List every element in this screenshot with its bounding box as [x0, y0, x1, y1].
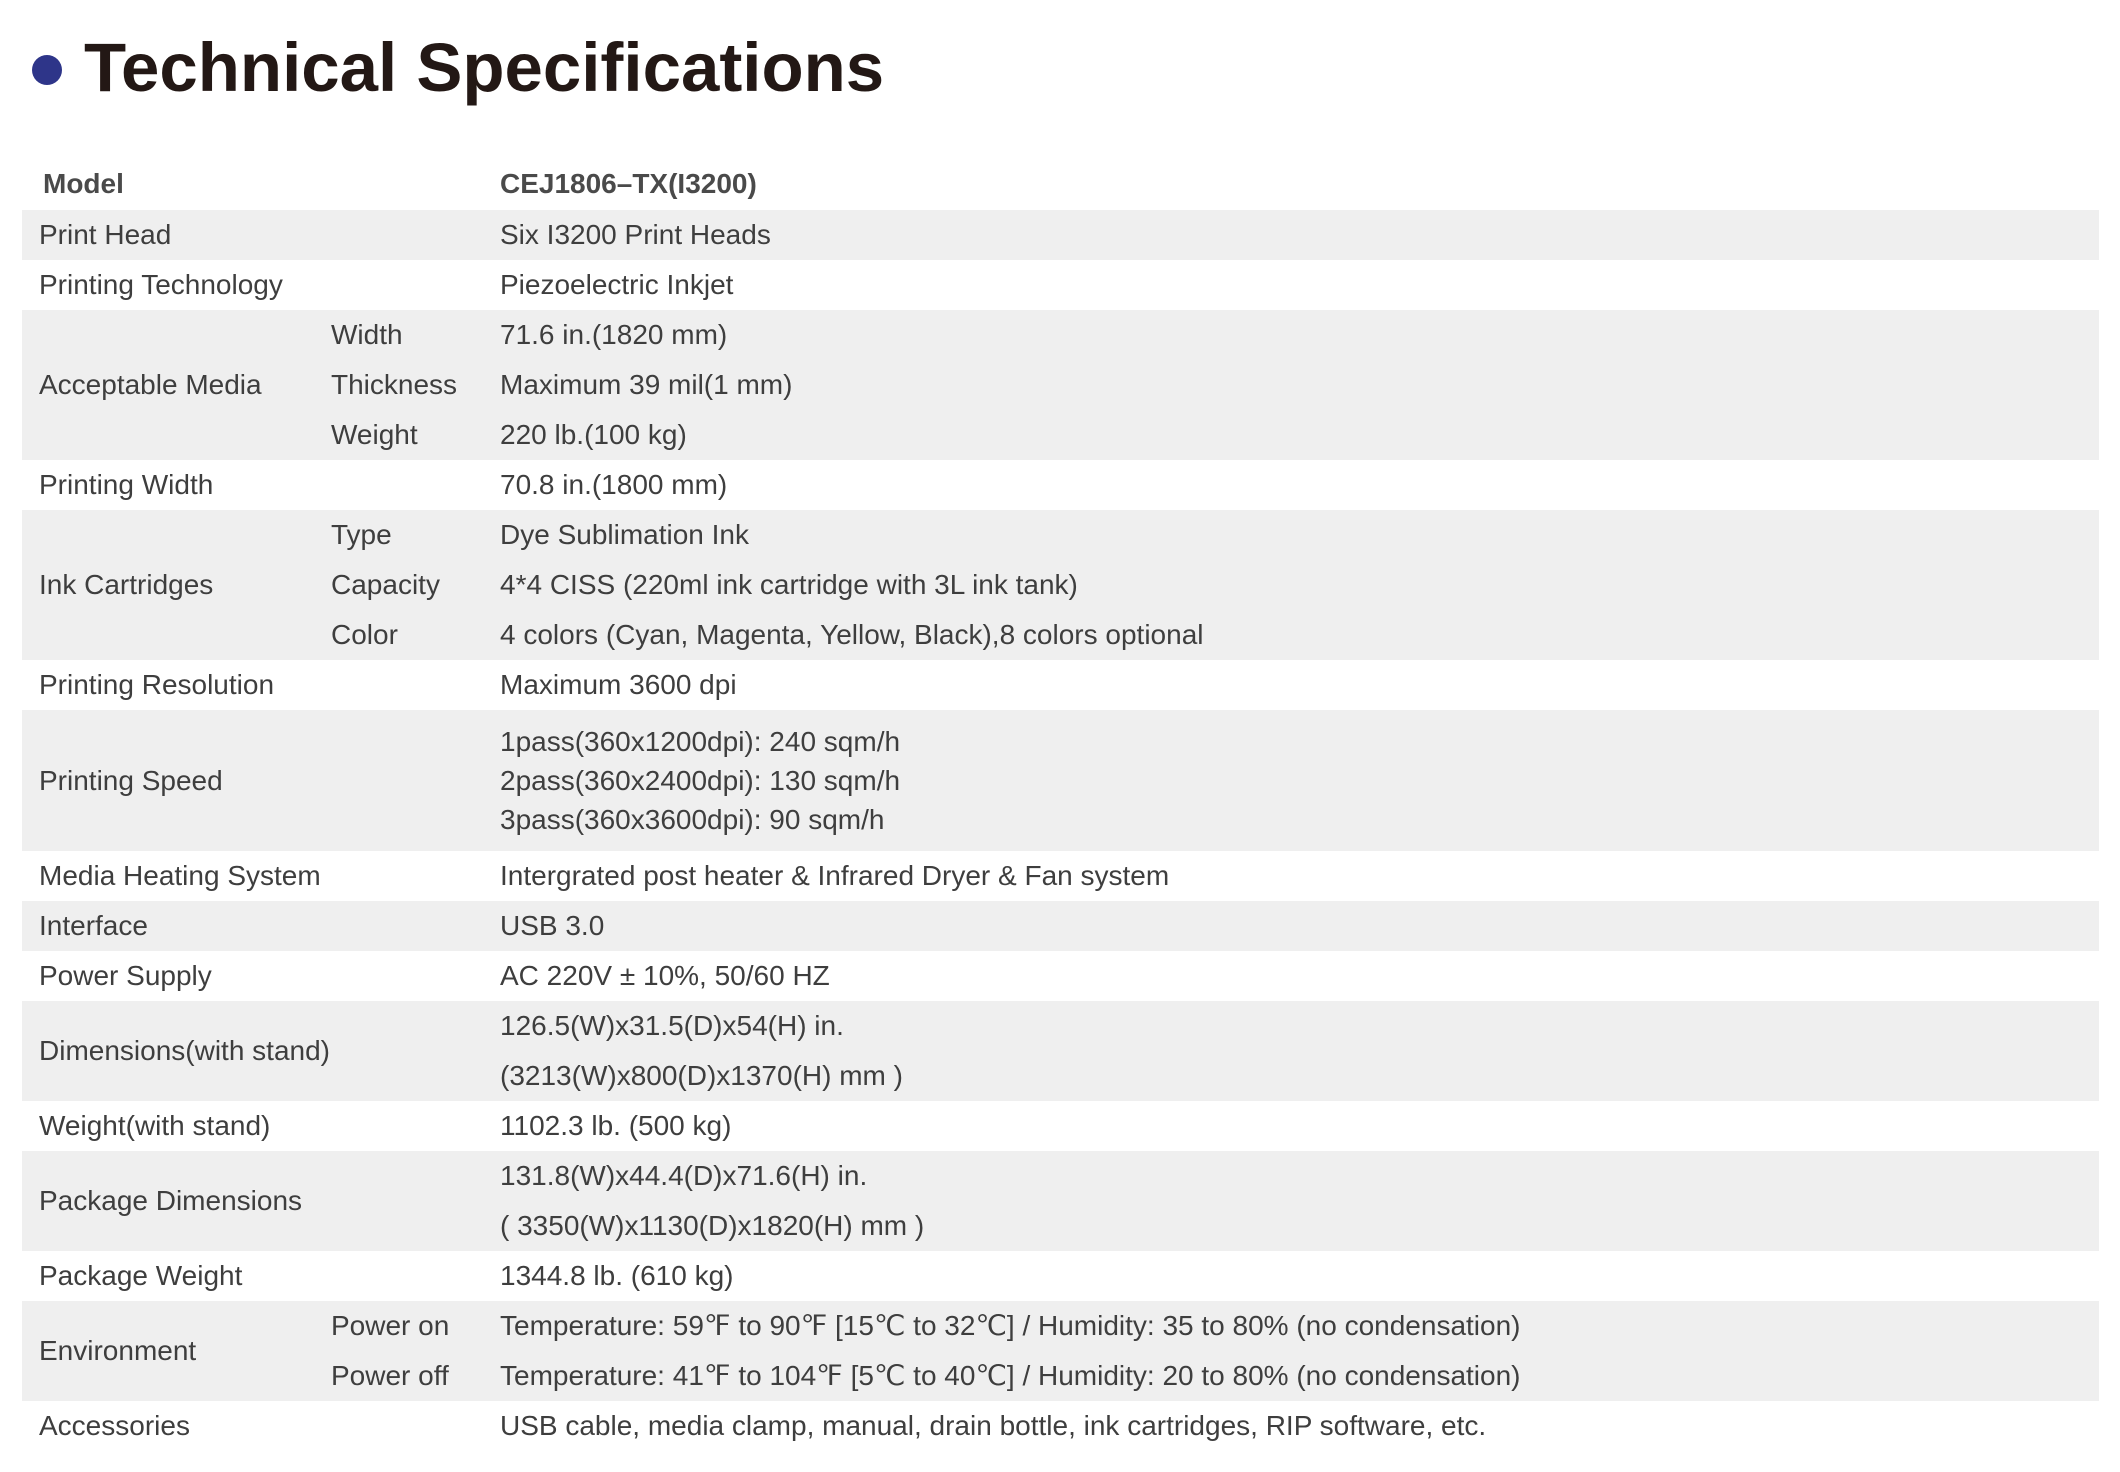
spec-sublabel: Weight [331, 419, 418, 450]
spec-value: USB cable, media clamp, manual, drain bottle, ink cartridges, RIP software, etc. [500, 1410, 1487, 1441]
spec-label: Power Supply [39, 960, 212, 991]
spec-row-printing-width [22, 460, 2099, 510]
spec-label: Printing Resolution [39, 669, 275, 700]
spec-value: Intergrated post heater & Infrared Dryer & Fan system [500, 860, 1170, 891]
spec-row-printing-speed [22, 710, 2099, 851]
spec-value: 2pass(360x2400dpi): 130 sqm/h [500, 765, 901, 796]
spec-value: Temperature: 59℉ to 90℉ [15℃ to 32℃] / Humidity: 35 to 80% (no condensation) [500, 1310, 1521, 1341]
spec-row-accessories [22, 1401, 2099, 1451]
spec-label: Ink Cartridges [22, 510, 331, 660]
spec-value: 4 colors (Cyan, Magenta, Yellow, Black),8 colors optional [500, 619, 1204, 650]
spec-row-printing-resolution [22, 660, 2099, 710]
spec-label: Package Dimensions [22, 1151, 331, 1251]
spec-sublabel: Power on [331, 1310, 450, 1341]
spec-value: Six I3200 Print Heads [500, 210, 2099, 260]
spec-label: Package Weight [39, 1260, 243, 1291]
spec-value: Dye Sublimation Ink [500, 519, 750, 550]
spec-label: Dimensions(with stand) [22, 1001, 331, 1101]
spec-sublabel: Type [331, 519, 392, 550]
spec-label: Printing Width [39, 469, 214, 500]
spec-value: ( 3350(W)x1130(D)x1820(H) mm ) [500, 1210, 925, 1241]
spec-value: USB 3.0 [500, 901, 2099, 951]
spec-value: 220 lb.(100 kg) [500, 419, 687, 450]
spec-row-ink-cartridges [22, 510, 2099, 660]
spec-sublabel: Width [331, 319, 403, 350]
spec-table [22, 158, 2099, 1451]
spec-label: Accessories [39, 1410, 190, 1441]
spec-label: Media Heating System [39, 860, 321, 891]
spec-row-acceptable-media [22, 310, 2099, 460]
spec-row-dimensions [22, 1001, 2099, 1101]
spec-row-weight [22, 1101, 2099, 1151]
spec-value: 3pass(360x3600dpi): 90 sqm/h [500, 804, 885, 835]
spec-value: 4*4 CISS (220ml ink cartridge with 3L ink tank) [500, 569, 1078, 600]
spec-value: Temperature: 41℉ to 104℉ [5℃ to 40℃] / Humidity: 20 to 80% (no condensation) [500, 1360, 1521, 1391]
spec-value: 1344.8 lb. (610 kg) [500, 1260, 734, 1291]
spec-label: Interface [22, 901, 331, 951]
spec-sublabel: Color [331, 619, 398, 650]
spec-row-media-heating [22, 851, 2099, 901]
spec-value: Maximum 3600 dpi [500, 669, 737, 700]
spec-row-power-supply [22, 951, 2099, 1001]
spec-row-package-dimensions [22, 1151, 2099, 1251]
spec-row-printing-technology [22, 260, 2099, 310]
spec-value: 70.8 in.(1800 mm) [500, 469, 728, 500]
spec-value: Piezoelectric Inkjet [500, 269, 734, 300]
spec-value: 1pass(360x1200dpi): 240 sqm/h [500, 726, 901, 757]
spec-row-package-weight [22, 1251, 2099, 1301]
spec-row-interface [22, 901, 2099, 951]
spec-label: Environment [22, 1301, 331, 1401]
spec-value: 126.5(W)x31.5(D)x54(H) in. [500, 1010, 844, 1041]
title-row [32, 22, 884, 112]
spec-value: 71.6 in.(1820 mm) [500, 319, 728, 350]
spec-label: Weight(with stand) [39, 1110, 271, 1141]
spec-value: 1102.3 lb. (500 kg) [500, 1110, 732, 1141]
spec-sublabel: Power off [331, 1360, 449, 1391]
page-title: Technical Specifications [84, 28, 885, 106]
model-value: CEJ1806–TX(I3200) [500, 168, 757, 199]
bullet-icon [32, 55, 62, 85]
spec-label: Printing Speed [22, 710, 331, 851]
model-row [22, 158, 2099, 210]
spec-sublabel: Thickness [331, 369, 458, 400]
spec-value: (3213(W)x800(D)x1370(H) mm ) [500, 1060, 903, 1091]
spec-label: Printing Technology [39, 269, 283, 300]
spec-label: Acceptable Media [22, 310, 331, 460]
spec-value: 131.8(W)x44.4(D)x71.6(H) in. [500, 1160, 868, 1191]
spec-row-environment [22, 1301, 2099, 1401]
spec-row-print-head [22, 210, 2099, 260]
spec-value: AC 220V ± 10%, 50/60 HZ [500, 960, 830, 991]
spec-value: Maximum 39 mil(1 mm) [500, 369, 793, 400]
model-label: Model [43, 168, 124, 199]
spec-label: Print Head [22, 210, 331, 260]
spec-sublabel: Capacity [331, 569, 440, 600]
